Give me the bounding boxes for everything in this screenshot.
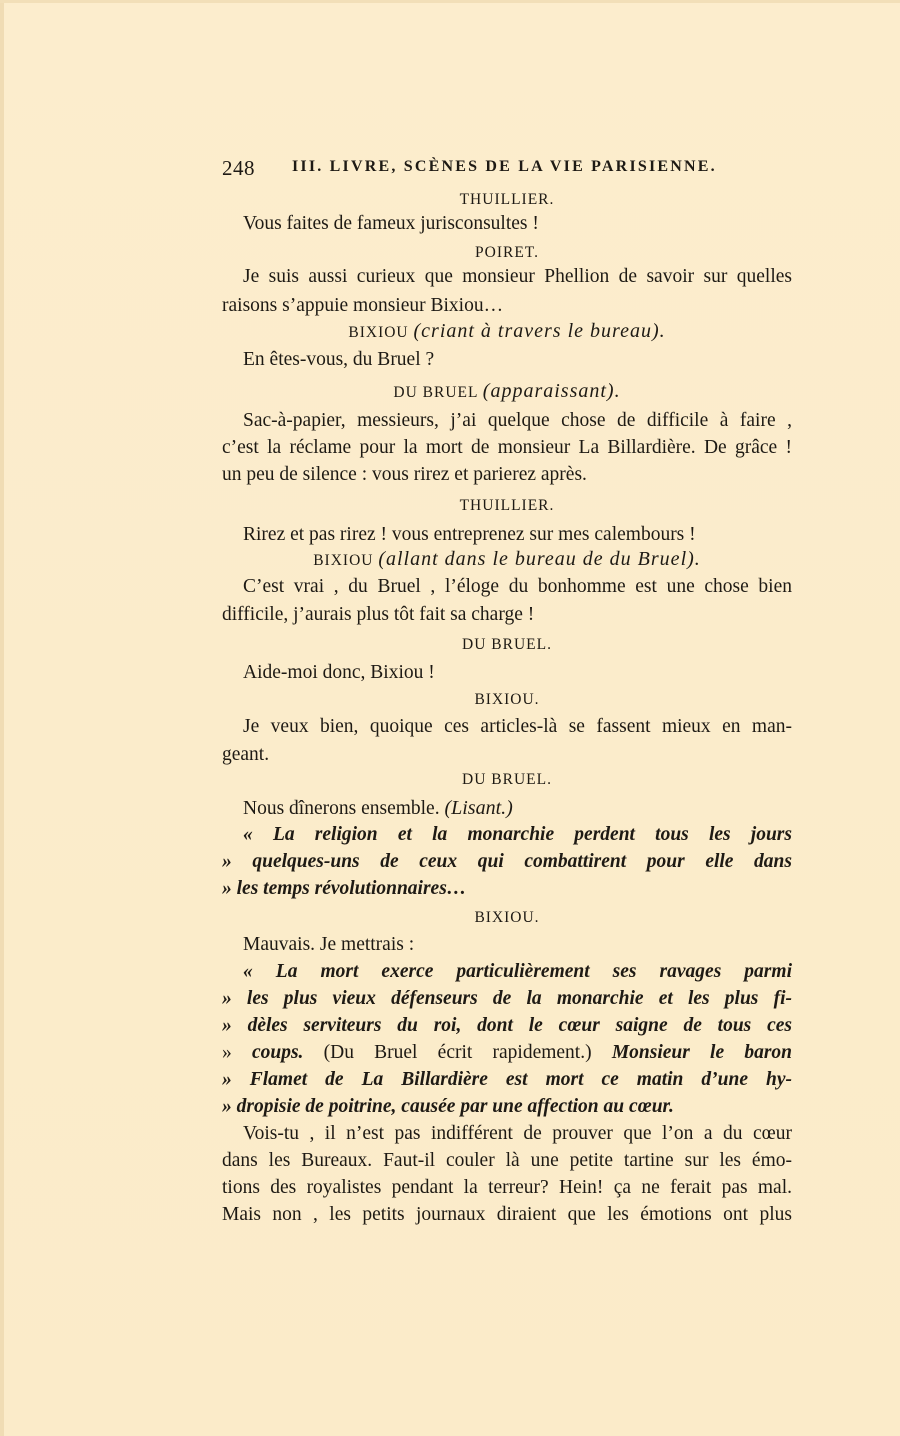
quoted-text: Monsieur le baron [611,1042,792,1063]
running-title: III. LIVRE, SCÈNES DE LA VIE PARISIENNE. [292,158,717,175]
quoted-line: » les plus vieux défenseurs de la monarchie et les plus fi- [222,988,792,1009]
stage-direction [222,319,792,345]
direction-text: (criant à travers le bureau). [413,320,666,342]
stage-direction [222,379,792,405]
dialogue-line: Je veux bien, quoique ces articles-là se fassent mieux en man- [243,716,792,737]
dialogue-line: raisons s’appuie monsieur Bixiou… [222,295,504,316]
quoted-line: » dropisie de poitrine, causée par une affection au cœur. [222,1096,674,1117]
page-number: 248 [222,156,255,180]
dialogue-line [243,795,813,822]
speaker-name: BIXIOU. [474,691,540,708]
dialogue-line: c’est la réclame pour la mort de monsieur La Billardière. De grâce ! [222,437,792,458]
speaker-name: BIXIOU [313,552,374,569]
dialogue-line: Sac-à-papier, messieurs, j’ai quelque chose de difficile à faire , [243,410,792,431]
dialogue-line: Aide-moi donc, Bixiou ! [243,662,435,683]
dialogue-line: Je suis aussi curieux que monsieur Phellion de savoir sur quelles [243,266,792,287]
mixed-line [222,1040,792,1066]
direction-text: (apparaissant). [482,380,621,402]
quoted-line: « La religion et la monarchie perdent tous les jours [243,824,792,845]
speaker-name: THUILLIER. [459,497,555,514]
dialogue-line: tions des royalistes pendant la terreur? Hein! ça ne ferait pas mal. [222,1177,792,1198]
dialogue-line: geant. [222,744,270,765]
page-header [222,156,792,180]
dialogue-line: C’est vrai , du Bruel , l’éloge du bonhomme est une chose bien [243,576,792,597]
speaker-name: BIXIOU. [474,909,540,926]
aside-text: (Lisant.) [444,797,513,819]
speaker-name: BIXIOU [348,324,409,341]
dialogue-line: Vous faites de fameux jurisconsultes ! [243,213,539,234]
page-edge-top [0,0,900,3]
quoted-text: coups. [251,1042,304,1063]
dialogue-line: Mais non , les petits journaux diraient que les émotions ont plus [222,1204,792,1225]
quoted-line: « La mort exerce particulièrement ses ravages parmi [243,961,792,982]
stage-direction [222,547,792,573]
dialogue-line: Rirez et pas rirez ! vous entreprenez sur mes calembours ! [243,524,696,545]
speaker-name: DU BRUEL. [462,636,552,653]
page-edge-left [0,0,4,1436]
dialogue-text: Nous dînerons ensemble. [243,798,440,819]
speaker-name: POIRET. [475,244,539,261]
quoted-line: » Flamet de La Billardière est mort ce matin d’une hy- [222,1069,792,1090]
speaker-name: DU BRUEL [393,384,478,401]
dialogue-line: Mauvais. Je mettrais : [243,934,415,955]
quote-mark: » [222,1042,232,1063]
dialogue-line: dans les Bureaux. Faut-il couler là une petite tartine sur les émo- [222,1150,792,1171]
quoted-line: » les temps révolutionnaires… [222,878,467,899]
speaker-name: DU BRUEL. [462,771,552,788]
dialogue-line: un peu de silence : vous rirez et parierez après. [222,464,587,485]
direction-text: (allant dans le bureau de du Bruel). [378,548,701,570]
stage-aside: (Du Bruel écrit rapidement.) [323,1042,592,1063]
quoted-line: » quelques-uns de ceux qui combattirent pour elle dans [222,851,792,872]
quoted-line: » dèles serviteurs du roi, dont le cœur saigne de tous ces [222,1015,792,1036]
dialogue-line: Vois-tu , il n’est pas indifférent de prouver que l’on a du cœur [243,1123,792,1144]
dialogue-line: En êtes-vous, du Bruel ? [243,349,435,370]
speaker-name: THUILLIER. [459,191,555,208]
dialogue-line: difficile, j’aurais plus tôt fait sa charge ! [222,604,535,625]
